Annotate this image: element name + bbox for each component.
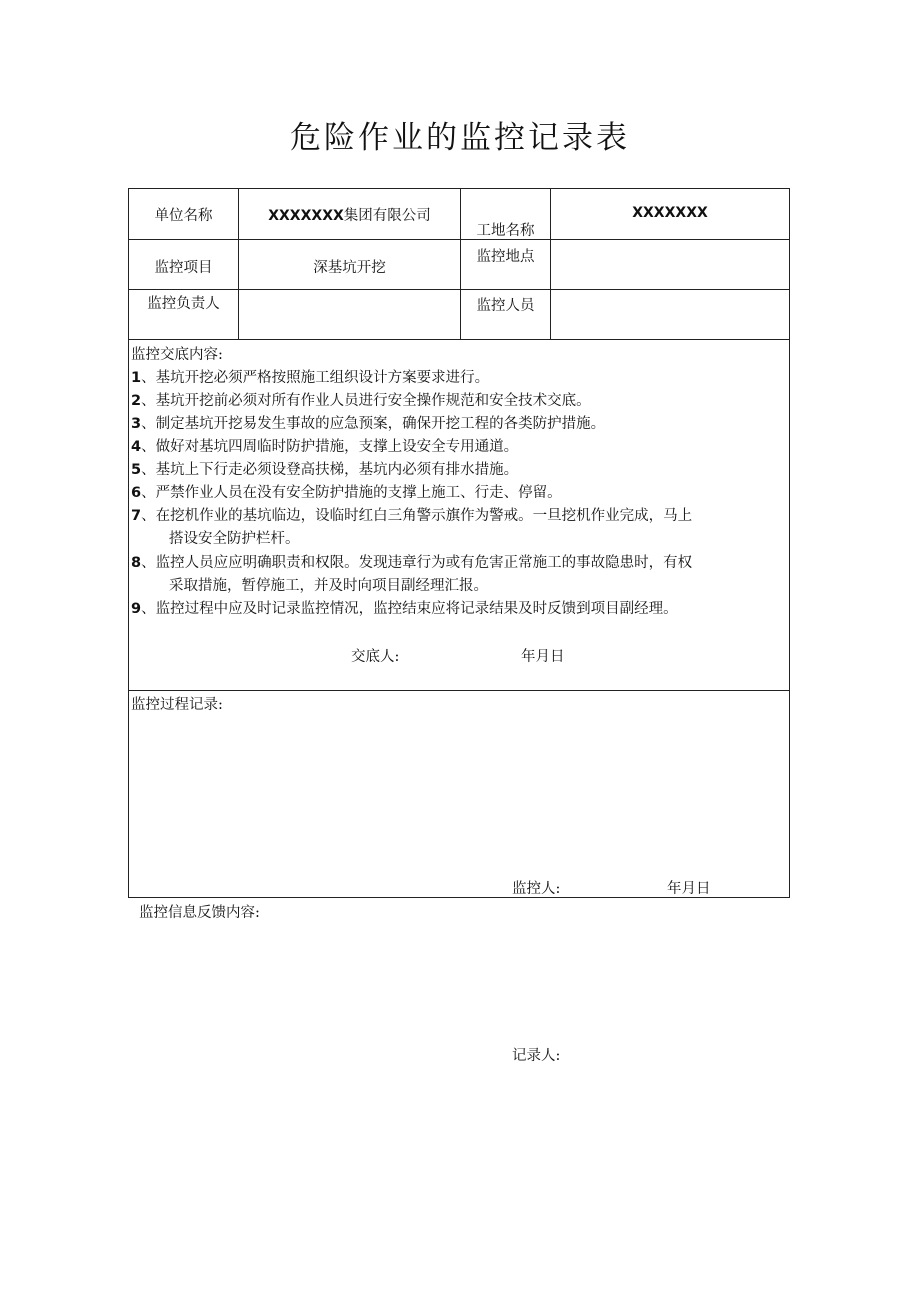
monitor-item-value: 深基坑开挖 — [313, 260, 386, 276]
site-name-value: XXXXXXX — [632, 205, 708, 221]
briefing-signer-label: 交底人: — [351, 649, 400, 665]
briefing-item-continuation: 搭设安全防护栏杆。 — [169, 531, 300, 547]
briefing-item: 9、监控过程中应及时记录监控情况，监控结束应将记录结果及时反馈到项目副经理。 — [131, 601, 678, 617]
briefing-item: 7、在挖机作业的基坑临边，设临时红白三角警示旗作为警戒。一旦挖机作业完成，马上 — [131, 508, 693, 524]
briefing-item-continuation: 采取措施，暂停施工，并及时向项目副经理汇报。 — [169, 578, 488, 594]
monitoring-form — [128, 188, 790, 898]
briefing-item: 4、做好对基坑四周临时防护措施，支撑上设安全专用通道。 — [131, 439, 519, 455]
row-divider — [129, 239, 789, 240]
row-divider — [129, 339, 789, 340]
briefing-item: 5、基坑上下行走必须设登高扶梯，基坑内必须有排水措施。 — [131, 462, 519, 478]
briefing-date-label: 年月日 — [521, 649, 565, 665]
briefing-item: 3、制定基坑开挖易发生事故的应急预案，确保开挖工程的各类防护措施。 — [131, 416, 606, 432]
monitor-leader-label: 监控负责人 — [147, 296, 220, 312]
feedback-heading: 监控信息反馈内容: — [139, 905, 260, 921]
briefing-item: 2、基坑开挖前必须对所有作业人员进行安全操作规范和安全技术交底。 — [131, 393, 591, 409]
site-name-label: 工地名称 — [476, 223, 535, 239]
unit-name-value: XXXXXXX集团有限公司 — [268, 208, 431, 224]
monitor-staff-label: 监控人员 — [476, 298, 535, 314]
unit-name-label: 单位名称 — [154, 208, 213, 224]
process-date-label: 年月日 — [667, 881, 711, 897]
monitor-location-label: 监控地点 — [476, 249, 535, 265]
briefing-heading: 监控交底内容: — [131, 347, 223, 363]
briefing-item: 8、监控人员应应明确职责和权限。发现违章行为或有危害正常施工的事故隐患时，有权 — [131, 555, 693, 571]
page-title: 危险作业的监控记录表 — [290, 120, 630, 156]
monitor-item-label: 监控项目 — [154, 260, 213, 276]
briefing-item: 1、基坑开挖必须严格按照施工组织设计方案要求进行。 — [131, 370, 490, 386]
row-divider — [129, 289, 789, 290]
row-divider — [129, 690, 789, 691]
briefing-item: 6、严禁作业人员在没有安全防护措施的支撑上施工、行走、停留。 — [131, 485, 562, 501]
process-heading: 监控过程记录: — [131, 697, 223, 713]
process-signer-label: 监控人: — [512, 881, 561, 897]
feedback-recorder-label: 记录人: — [512, 1048, 561, 1064]
